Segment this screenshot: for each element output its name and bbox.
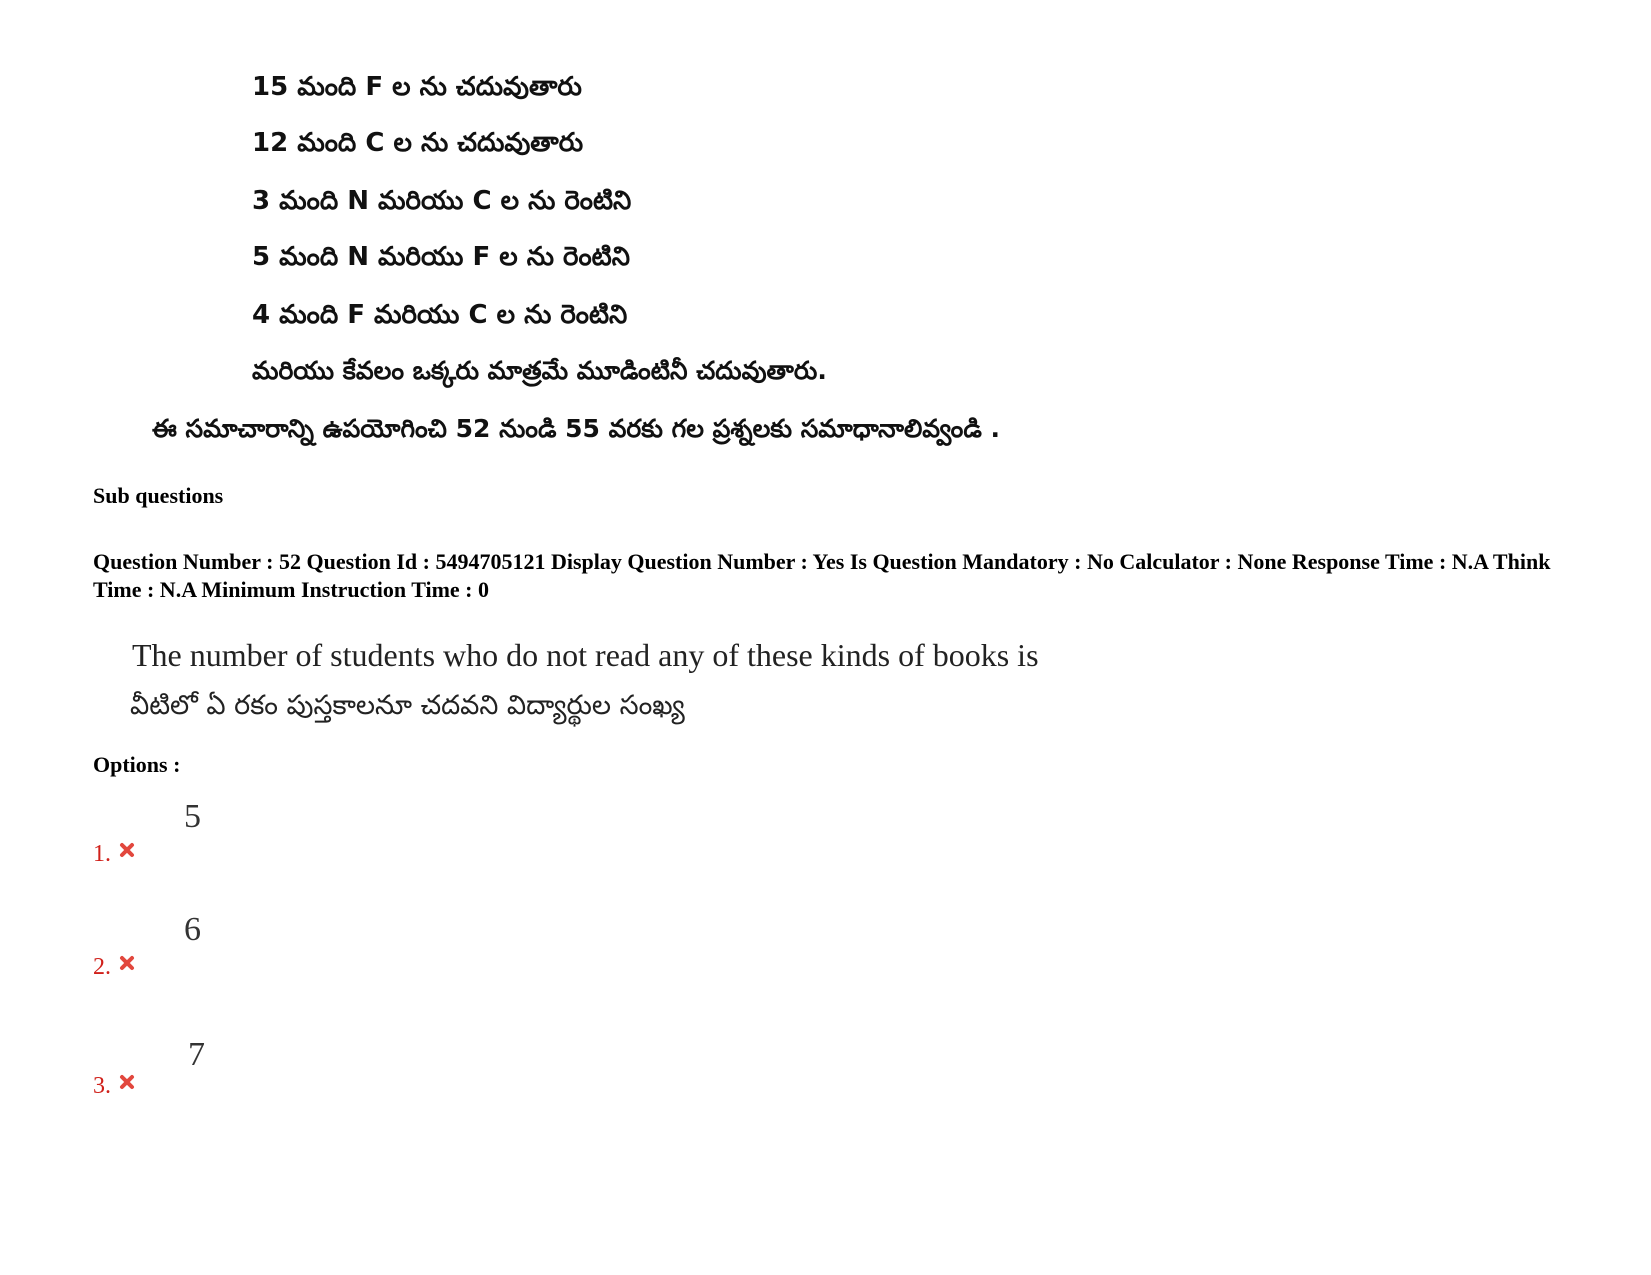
cross-icon: [119, 955, 135, 971]
cross-icon: [119, 842, 135, 858]
question-meta: Question Number : 52 Question Id : 5494705121 Display Question Number : Yes Is Question Mandatory : No Calculator : None Response Time : N.A Think Time : N.A Minimum Instruction Time : 0: [93, 549, 1551, 602]
passage-instruction: ఈ సమాచారాన్ని ఉపయోగించి 52 నుండి 55 వరకు గల ప్రశ్నలకు సమాధానాలివ్వండి .: [152, 414, 1001, 443]
option-number: 2.: [93, 954, 111, 980]
question-text-telugu: వీటిలో ఏ రకం పుస్తకాలనూ చదవని విద్యార్థుల సంఖ్య: [130, 690, 685, 721]
option-number: 3.: [93, 1073, 111, 1099]
question-text-english: The number of students who do not read any of these kinds of books is: [132, 637, 1039, 673]
passage-line: 5 మంది N మరియు F ల ను రెంటిని: [252, 242, 630, 272]
passage-line: మరియు కేవలం ఒక్కరు మాత్రమే మూడింటినీ చదువుతారు.: [252, 356, 827, 385]
cross-icon: [119, 1074, 135, 1090]
options-heading: Options :: [93, 752, 181, 777]
sub-questions-heading: Sub questions: [93, 483, 224, 508]
option-value: 7: [188, 1036, 205, 1073]
option-value: 5: [184, 798, 201, 835]
passage-line: 4 మంది F మరియు C ల ను రెంటిని: [252, 300, 628, 330]
passage-line: 3 మంది N మరియు C ల ను రెంటిని: [252, 186, 632, 216]
passage-line: 15 మంది F ల ను చదువుతారు: [252, 72, 582, 102]
passage-line: 12 మంది C ల ను చదువుతారు: [252, 128, 584, 158]
option-number: 1.: [93, 841, 111, 867]
option-value: 6: [184, 911, 201, 948]
